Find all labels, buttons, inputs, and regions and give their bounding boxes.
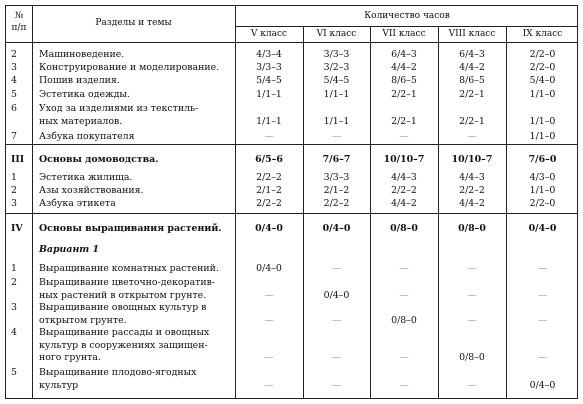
hours-cell: 0/8–0 <box>391 314 417 326</box>
hours-cell: — <box>537 314 548 326</box>
hours-cell: — <box>264 131 274 142</box>
row-topic: Основы домоводства. <box>39 154 159 165</box>
row-number: 4 <box>11 75 17 86</box>
row-topic: Конструирование и моделирование. <box>39 62 220 73</box>
hours-cell: 2/2–2 <box>459 185 485 196</box>
row-number: 1 <box>11 172 17 183</box>
hours-cell: 0/8–0 <box>458 223 486 234</box>
hours-cell: 0/4–0 <box>529 379 556 391</box>
hours-cell: 2/2–2 <box>391 185 417 196</box>
hours-cell: 5/4–0 <box>529 75 556 86</box>
hours-cell: 1/1–1 <box>323 89 350 100</box>
hours-cell: — <box>537 352 548 363</box>
row-topic: Выращивание цветочно-декоратив- <box>39 277 216 288</box>
hours-cell: 8/6–5 <box>459 75 485 86</box>
hours-cell: 2/2–1 <box>459 89 485 100</box>
section-divider <box>6 213 577 214</box>
row-topic: ных растений в открытом грунте. <box>39 289 207 301</box>
row-number: 3 <box>11 302 17 313</box>
hours-cell: — <box>467 289 477 301</box>
col-divider <box>32 6 33 398</box>
header-divider <box>235 26 577 27</box>
hours-cell: — <box>399 131 409 142</box>
row-number: 5 <box>11 367 17 378</box>
row-number: 6 <box>11 103 17 114</box>
hours-cell: 4/4–2 <box>391 62 417 73</box>
header-grade-9: IX класс <box>522 29 563 39</box>
hours-cell: 5/4–5 <box>256 75 282 86</box>
hours-cell: — <box>264 352 274 363</box>
hours-cell: 2/2–2 <box>256 198 282 209</box>
row-number: 2 <box>11 277 17 288</box>
row-topic: Уход за изделиями из текстиль- <box>39 103 199 114</box>
hours-cell: 1/1–1 <box>256 115 282 127</box>
hours-cell: — <box>399 352 409 363</box>
hours-cell: 1/1–1 <box>323 115 350 127</box>
hours-cell: — <box>467 314 477 326</box>
hours-cell: 2/2–2 <box>323 198 350 209</box>
hours-cell: 4/4–2 <box>391 198 417 209</box>
hours-cell: 0/4–0 <box>322 223 351 234</box>
hours-cell: — <box>399 263 409 274</box>
hours-cell: 7/6–7 <box>322 154 351 165</box>
row-number: 1 <box>11 263 17 274</box>
row-number: 2 <box>11 185 17 196</box>
hours-cell: 0/4–0 <box>528 223 557 234</box>
hours-cell: 2/2–0 <box>529 62 556 73</box>
hours-cell: — <box>264 314 274 326</box>
row-topic: ного грунта. <box>39 352 101 363</box>
row-topic: ных материалов. <box>39 115 123 127</box>
header-grade-6: VI класс <box>316 29 357 39</box>
hours-cell: — <box>399 379 409 391</box>
section-divider <box>6 144 577 145</box>
header-grade-7: VII класс <box>382 29 426 39</box>
hours-cell: 10/10–7 <box>383 154 425 165</box>
hours-cell: 6/5–6 <box>255 154 283 165</box>
hours-table <box>5 5 578 399</box>
hours-cell: 1/1–0 <box>529 131 556 142</box>
hours-cell: 0/4–0 <box>255 223 283 234</box>
row-topic: Выращивание овощных культур в <box>39 302 207 313</box>
row-topic: Азы хозяйствования. <box>39 185 144 196</box>
hours-cell: — <box>331 379 342 391</box>
header-hours: Количество часов <box>364 11 450 21</box>
hours-cell: 7/6–0 <box>528 154 557 165</box>
row-number: III <box>11 154 25 165</box>
row-topic: Эстетика жилища. <box>39 172 133 183</box>
hours-cell: 4/4–3 <box>459 172 485 183</box>
hours-cell: 1/1–0 <box>529 89 556 100</box>
hours-cell: 2/2–1 <box>391 89 417 100</box>
header-grade-5: V класс <box>250 29 288 39</box>
hours-cell: 0/8–0 <box>390 223 418 234</box>
hours-cell: 3/3–3 <box>323 172 350 183</box>
hours-cell: 3/2–3 <box>323 62 350 73</box>
hours-cell: 8/6–5 <box>391 75 417 86</box>
header-bottom <box>6 42 577 43</box>
hours-cell: — <box>467 263 477 274</box>
row-topic: культур в сооружениях защищен- <box>39 339 208 351</box>
hours-cell: 5/4–5 <box>323 75 350 86</box>
hours-cell: 1/1–0 <box>529 115 556 127</box>
row-topic: Вариант 1 <box>39 244 99 255</box>
header-num: № п/п <box>11 11 27 33</box>
hours-cell: — <box>331 263 342 274</box>
row-number: 2 <box>11 49 17 60</box>
hours-cell: 6/4–3 <box>391 49 417 60</box>
row-number: 3 <box>11 198 17 209</box>
hours-cell: 2/2–2 <box>256 172 282 183</box>
row-number: 4 <box>11 327 17 338</box>
row-topic: Основы выращивания растений. <box>39 223 222 234</box>
hours-cell: — <box>537 263 548 274</box>
row-topic: Машиноведение. <box>39 49 125 60</box>
hours-cell: 2/2–1 <box>459 115 485 127</box>
hours-cell: 4/4–3 <box>391 172 417 183</box>
row-topic: Выращивание плодово-ягодных <box>39 367 197 378</box>
hours-cell: 2/2–1 <box>391 115 417 127</box>
hours-cell: 2/1–2 <box>256 185 282 196</box>
row-topic: Выращивание рассады и овощных <box>39 327 210 338</box>
row-number: 7 <box>11 131 17 142</box>
hours-cell: 2/1–2 <box>323 185 350 196</box>
hours-cell: 4/3–4 <box>256 49 282 60</box>
hours-cell: — <box>399 289 409 301</box>
hours-cell: 0/4–0 <box>256 263 282 274</box>
row-topic: Пошив изделия. <box>39 75 120 86</box>
row-number: 3 <box>11 62 17 73</box>
hours-cell: 3/3–3 <box>323 49 350 60</box>
row-topic: открытом грунте. <box>39 314 127 326</box>
hours-cell: 6/4–3 <box>459 49 485 60</box>
hours-cell: — <box>264 379 274 391</box>
hours-cell: 4/4–2 <box>459 62 485 73</box>
hours-cell: — <box>537 289 548 301</box>
hours-cell: 4/4–2 <box>459 198 485 209</box>
hours-cell: — <box>331 131 342 142</box>
hours-cell: 1/1–1 <box>256 89 282 100</box>
header-sections: Разделы и темы <box>95 18 172 28</box>
hours-cell: 0/8–0 <box>459 352 485 363</box>
row-number: 5 <box>11 89 17 100</box>
row-topic: Выращивание комнатных растений. <box>39 263 219 274</box>
hours-cell: 1/1–0 <box>529 185 556 196</box>
row-topic: Эстетика одежды. <box>39 89 130 100</box>
hours-cell: 10/10–7 <box>451 154 493 165</box>
hours-cell: — <box>467 131 477 142</box>
hours-cell: 2/2–0 <box>529 198 556 209</box>
hours-cell: — <box>467 379 477 391</box>
hours-cell: 2/2–0 <box>529 49 556 60</box>
hours-cell: — <box>331 352 342 363</box>
hours-cell: — <box>264 289 274 301</box>
row-number: IV <box>11 223 23 234</box>
header-grade-8: VIII класс <box>448 29 496 39</box>
hours-cell: 0/4–0 <box>323 289 350 301</box>
row-topic: Азбука этикета <box>39 198 116 209</box>
hours-cell: 3/3–3 <box>256 62 282 73</box>
hours-cell: — <box>331 314 342 326</box>
hours-cell: 4/3–0 <box>529 172 556 183</box>
row-topic: культур <box>39 379 79 391</box>
row-topic: Азбука покупателя <box>39 131 135 142</box>
